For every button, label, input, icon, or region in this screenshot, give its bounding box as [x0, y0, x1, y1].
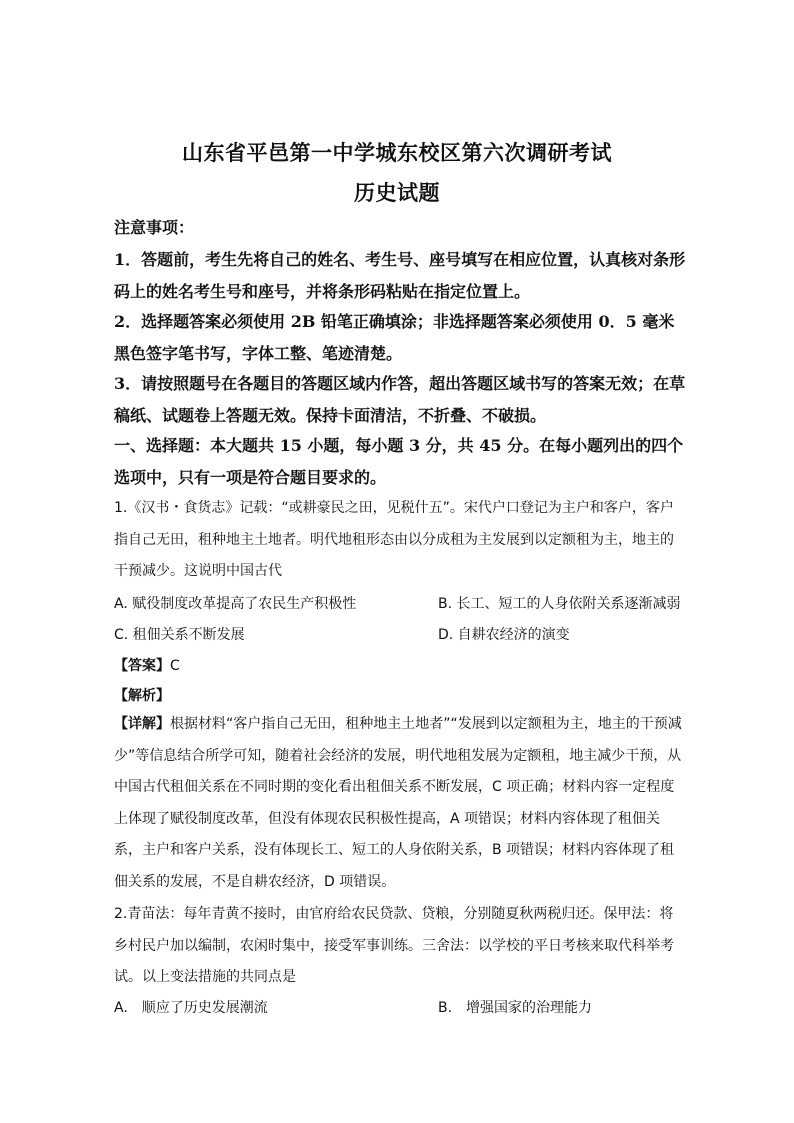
notice-heading: 注意事项：: [114, 218, 195, 237]
analysis-line: [114, 685, 170, 705]
question-1-option-c: C. 租佃关系不断发展: [114, 627, 245, 643]
detail-block: [114, 709, 686, 898]
analysis-tag: 【解析】: [114, 688, 170, 704]
answer-line: [114, 655, 180, 675]
answer-tag: 【答案】: [114, 658, 170, 674]
question-1-option-b: B. 长工、短工的人身依附关系逐渐减弱: [438, 596, 681, 612]
detail-text: 根据材料“客户指自己无田，租种地主土地者”“发展到以定额租为主，地主的干预减少”等信息结合所学可知，随着社会经济的发展，明代地租发展为定额租，地主减少干预，从中国古代租佃关系在不同时期的变化看出租佃关系不断发展，C 项正确；材料内容一定程度上体现了赋役制度改革，但没有体现农民积极性提高，A 项错误；材料内容体现了租佃关系，主户和客户关系，没有体现长工、短工的人身依附关系，B 项错误；材料内容体现了租佃关系的发展，不是自耕农经济，D 项错误。: [114, 716, 682, 890]
question-1-stem: 1.《汉书・食货志》记载：“或耕豪民之田，见税什五”。宋代户口登记为主户和客户，客户指自己无田，租种地主土地者。明代地租形态由以分成租为主发展到以定额租为主，地主的干预减少。这说明中国古代: [114, 500, 674, 579]
notice-item-1: 1．答题前，考生先将自己的姓名、考生号、座号填写在相应位置，认真核对条形码上的姓名考生号和座号，并将条形码粘贴在指定位置上。: [114, 250, 686, 301]
question-2-stem: 2.青苗法：每年青黄不接时，由官府给农民贷款、贷粮，分别随夏秋两税归还。保甲法：将乡村民户加以编制，农闲时集中，接受军事训练。三舍法：以学校的平日考核来取代科举考试。以上变法措施的共同点是: [114, 906, 674, 985]
exam-subtitle: 历史试题: [354, 180, 440, 205]
notice-item-3: 3．请按照题号在各题目的答题区域内作答，超出答题区域书写的答案无效；在草稿纸、试题卷上答题无效。保持卡面清洁，不折叠、不破损。: [114, 374, 686, 425]
notice-item-2: 2．选择题答案必须使用 2B 铅笔正确填涂；非选择题答案必须使用 0．5 毫米黑色签字笔书写，字体工整、笔迹清楚。: [114, 312, 675, 363]
detail-tag: 【详解】: [114, 716, 170, 732]
question-2-option-b: B. 增强国家的治理能力: [438, 1000, 593, 1016]
question-2-option-a: A. 顺应了历史发展潮流: [114, 1000, 268, 1016]
question-1-option-d: D. 自耕农经济的演变: [438, 627, 570, 643]
answer-value: C: [170, 658, 180, 674]
question-1-option-a: A. 赋役制度改革提高了农民生产积极性: [114, 596, 357, 612]
section-heading: 一、选择题：本大题共 15 小题，每小题 3 分，共 45 分。在每小题列出的四个选项中，只有一项是符合题目要求的。: [114, 436, 684, 487]
exam-title: 山东省平邑第一中学城东校区第六次调研考试: [182, 140, 612, 165]
